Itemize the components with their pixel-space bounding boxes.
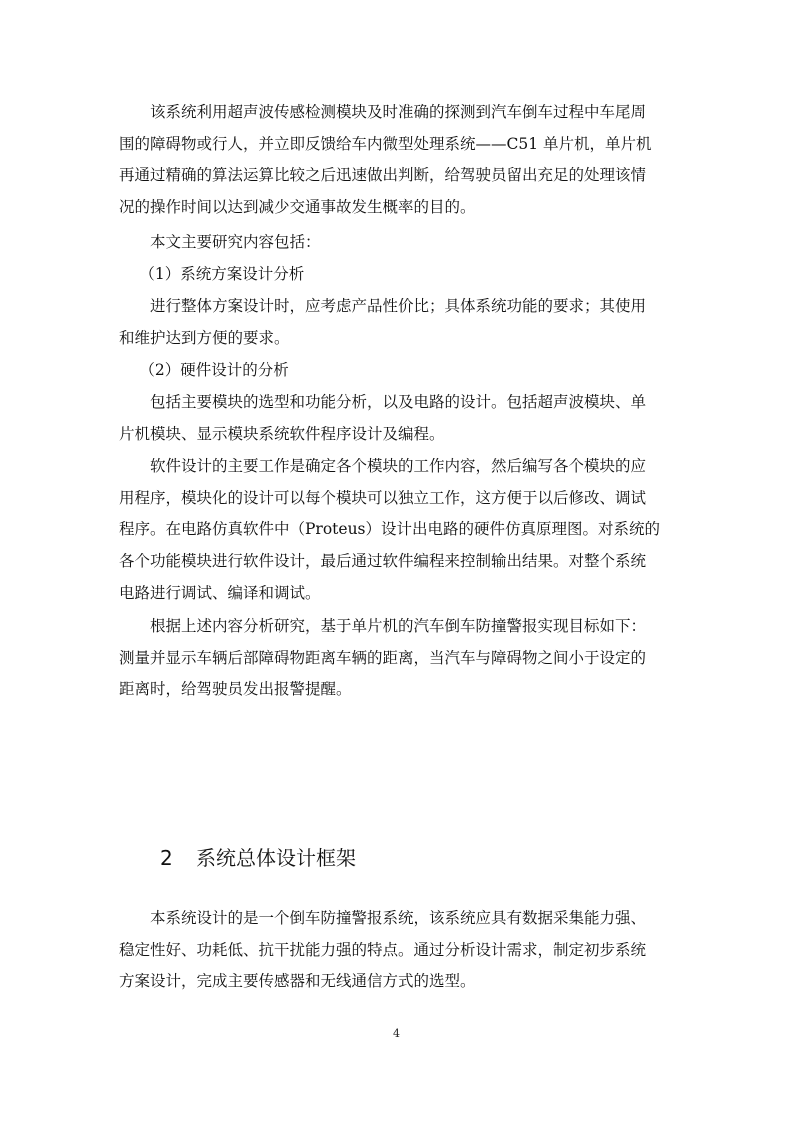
text-line: 片机模块、显示模块系统软件程序设计及编程。 xyxy=(119,424,445,443)
paragraph-research-intro xyxy=(119,227,679,259)
item2-title xyxy=(119,355,679,387)
paragraph-item1-body xyxy=(119,291,679,354)
text-line: （1）系统方案设计分析 xyxy=(119,265,305,283)
text-line: 况的操作时间以达到减少交通事故发生概率的目的。 xyxy=(119,198,476,217)
item1-title xyxy=(119,259,679,291)
text-line: 再通过精确的算法运算比较之后迅速做出判断，给驾驶员留出充足的处理该情 xyxy=(119,166,647,185)
paragraph-goal xyxy=(119,611,679,706)
text-line: 各个功能模块进行软件设计，最后通过软件编程来控制输出结果。对整个系统 xyxy=(119,552,647,571)
section-heading xyxy=(160,844,356,872)
text-line: 该系统利用超声波传感检测模块及时准确的探测到汽车倒车过程中车尾周 xyxy=(119,103,647,121)
paragraph-item2-body xyxy=(119,387,679,450)
section-title: 系统总体设计框架 xyxy=(196,846,356,870)
text-line: 软件设计的主要工作是确定各个模块的工作内容，然后编写各个模块的应 xyxy=(119,457,647,475)
text-line: 电路进行调试、编译和调试。 xyxy=(119,583,321,602)
text-line: 方案设计，完成主要传感器和无线通信方式的选型。 xyxy=(119,972,476,991)
page-number: 4 xyxy=(393,1027,400,1040)
text-line: 和维护达到方便的要求。 xyxy=(119,328,290,347)
text-line: 进行整体方案设计时，应考虑产品性价比；具体系统功能的要求；其使用 xyxy=(119,297,647,315)
text-line: 根据上述内容分析研究，基于单片机的汽车倒车防撞警报实现目标如下： xyxy=(119,617,647,635)
text-line: 稳定性好、功耗低、抗干扰能力强的特点。通过分析设计需求，制定初步系统 xyxy=(119,940,647,959)
text-line: 距离时，给驾驶员发出报警提醒。 xyxy=(119,680,352,699)
text-line: 本系统设计的是一个倒车防撞警报系统，该系统应具有数据采集能力强、 xyxy=(119,909,647,927)
text-line: 用程序，模块化的设计可以每个模块可以独立工作，这方便于以后修改、调试 xyxy=(119,488,647,507)
paragraph-section-body xyxy=(119,903,679,998)
paragraph-software xyxy=(119,451,679,609)
text-line: 测量并显示车辆后部障碍物距离车辆的距离，当汽车与障碍物之间小于设定的 xyxy=(119,648,647,667)
text-line: 程序。在电路仿真软件中（Proteus）设计出电路的硬件仿真原理图。对系统的 xyxy=(119,520,661,539)
text-line: 包括主要模块的选型和功能分析，以及电路的设计。包括超声波模块、单 xyxy=(119,393,647,411)
section-number: 2 xyxy=(160,846,173,870)
text-line: 围的障碍物或行人，并立即反馈给车内微型处理系统——C51 单片机，单片机 xyxy=(119,134,652,153)
text-line: 本文主要研究内容包括： xyxy=(119,233,321,251)
text-line: （2）硬件设计的分析 xyxy=(119,361,289,379)
paragraph-intro xyxy=(119,97,679,224)
